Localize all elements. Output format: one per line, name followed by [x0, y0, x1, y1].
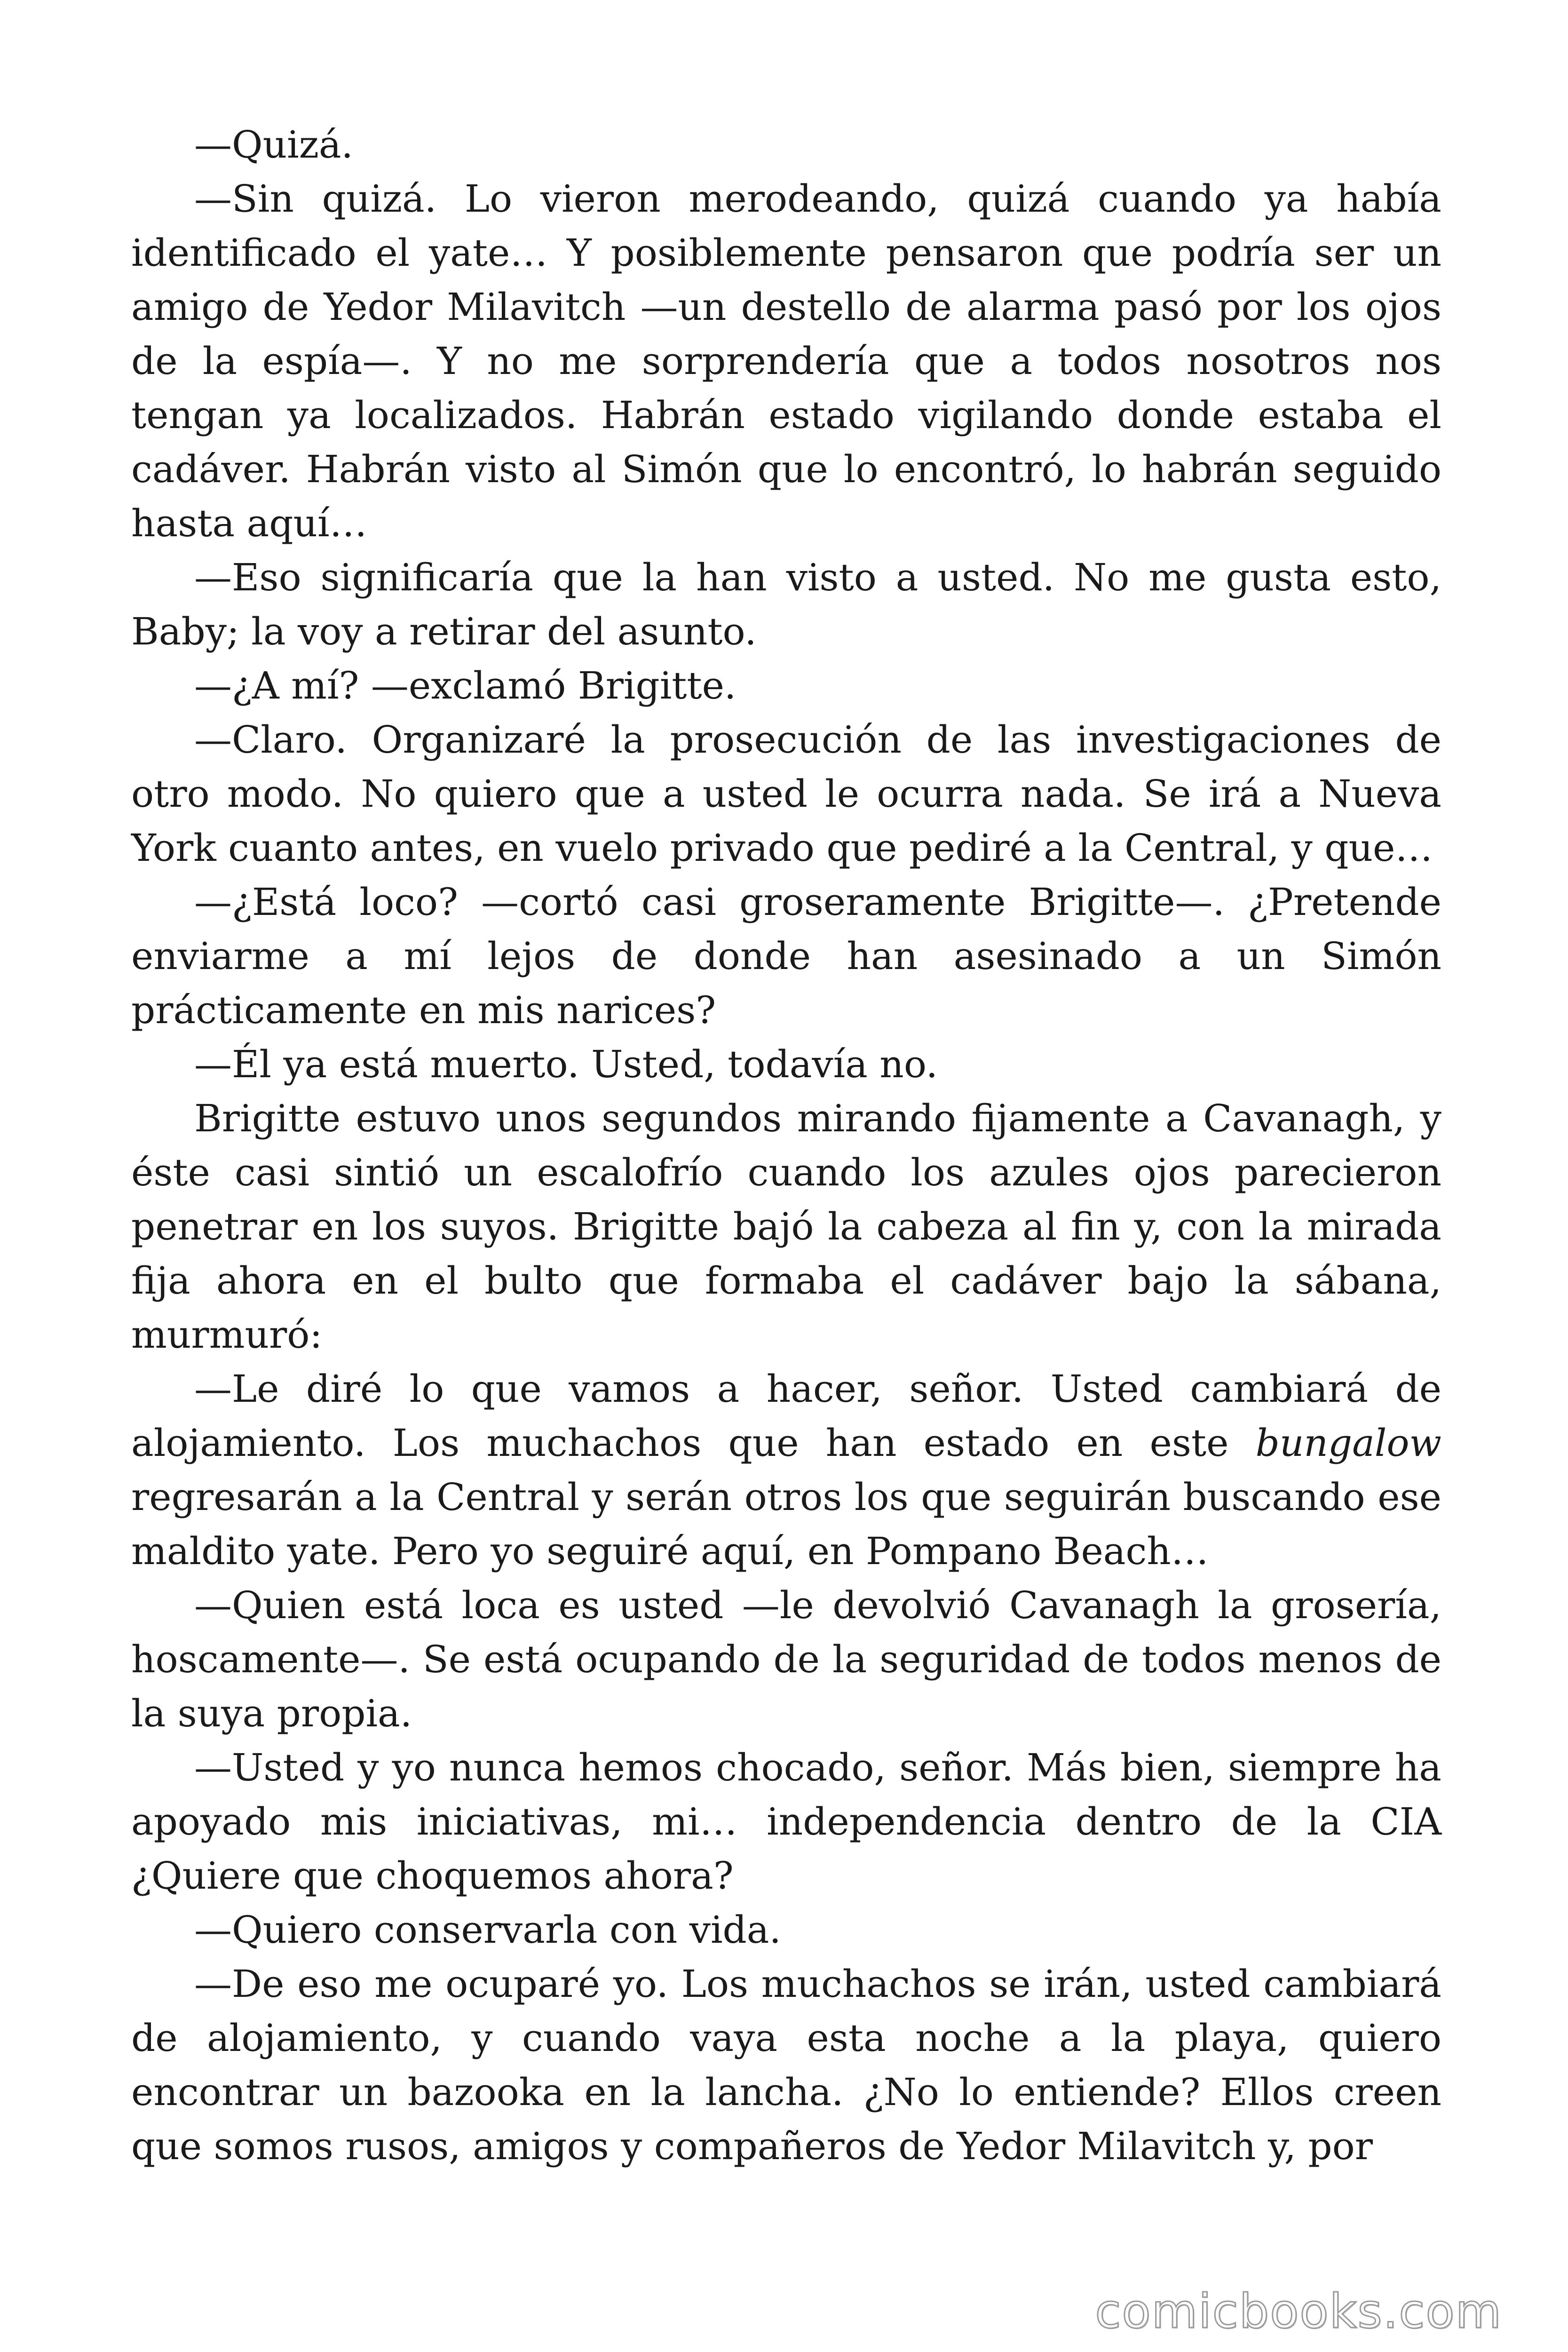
paragraph: —Usted y yo nunca hemos chocado, señor. Más bien, siempre ha apoyado mis iniciativas, mi… independencia dentro de la CIA ¿Quiere que choquemos ahora?: [131, 1746, 1441, 1898]
paragraph: —Quizá.: [194, 123, 353, 167]
paragraph: —Eso significaría que la han visto a usted. No me gusta esto, Baby; la voy a retirar del asunto.: [131, 556, 1441, 653]
italic-word: bungalow: [1255, 1421, 1441, 1465]
paragraph-text: regresarán a la Central y serán otros los que seguirán buscando ese maldito yate. Pero yo seguiré aquí, en Pompano Beach…: [131, 1475, 1441, 1573]
paragraph: —Claro. Organizaré la prosecución de las investigaciones de otro modo. No quiero que a usted le ocurra nada. Se irá a Nueva York cuanto antes, en vuelo privado que pediré a la Central, y que…: [131, 718, 1441, 870]
page-body: [131, 118, 1441, 2173]
paragraph: —De eso me ocuparé yo. Los muchachos se irán, usted cambiará de alojamiento, y cuando vaya esta noche a la playa, quiero encontrar un bazooka en la lancha. ¿No lo entiende? Ellos creen que somos rusos, amigos y compañeros de Yedor Milavitch y, por: [131, 1962, 1441, 2168]
paragraph: —Sin quizá. Lo vieron merodeando, quizá cuando ya había identificado el yate… Y posiblemente pensaron que podría ser un amigo de Yedor Milavitch —un destello de alarma pasó por los ojos de la espía—. Y no me sorprendería que a todos nosotros nos tengan ya localizados. Habrán estado vigilando donde estaba el cadáver. Habrán visto al Simón que lo encontró, lo habrán seguido hasta aquí…: [131, 177, 1441, 545]
paragraph: —Quien está loca es usted —le devolvió Cavanagh la grosería, hoscamente—. Se está ocupando de la seguridad de todos menos de la suya propia.: [131, 1583, 1441, 1735]
watermark: comicbooks.com: [1095, 2284, 1502, 2339]
paragraph: Brigitte estuvo unos segundos mirando fijamente a Cavanagh, y éste casi sintió un escalofrío cuando los azules ojos parecieron penetrar en los suyos. Brigitte bajó la cabeza al fin y, con la mirada fija ahora en el bulto que formaba el cadáver bajo la sábana, murmuró:: [131, 1097, 1441, 1357]
paragraph: —¿Está loco? —cortó casi groseramente Brigitte—. ¿Pretende enviarme a mí lejos de donde han asesinado a un Simón prácticamente en mis narices?: [131, 880, 1441, 1032]
paragraph: —¿A mí? —exclamó Brigitte.: [194, 664, 736, 707]
paragraph: —Él ya está muerto. Usted, todavía no.: [194, 1042, 938, 1086]
paragraph-text: —Le diré lo que vamos a hacer, señor. Usted cambiará de alojamiento. Los muchachos que han estado en este: [131, 1367, 1441, 1465]
paragraph: [131, 1362, 1441, 1578]
paragraph: —Quiero conservarla con vida.: [194, 1908, 781, 1952]
